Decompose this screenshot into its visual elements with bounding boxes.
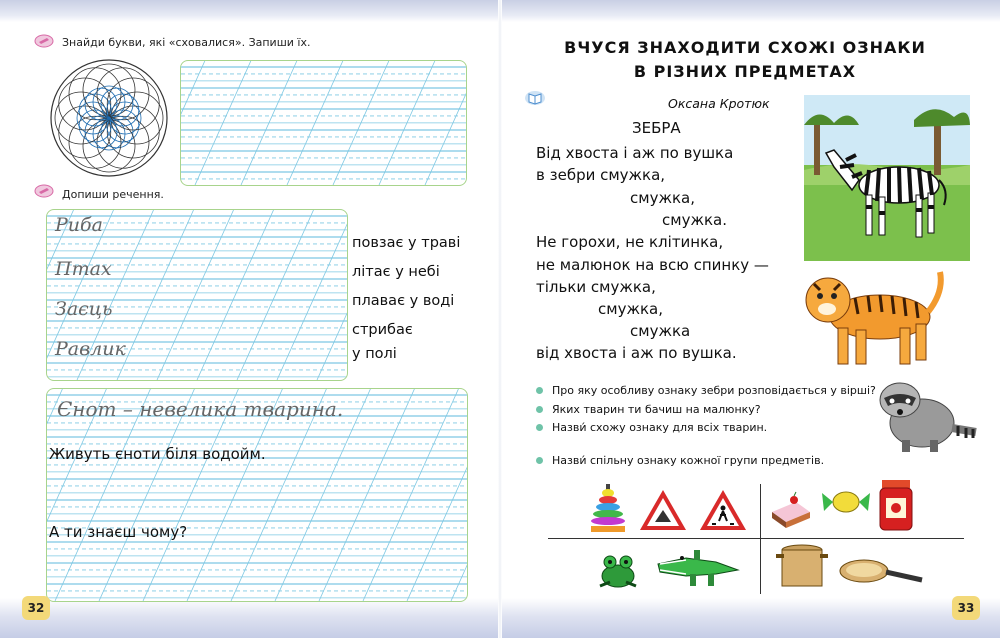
page-title-line-2: В РІЗНИХ ПРЕДМЕТАХ: [633, 62, 857, 81]
poem-title: ЗЕБРА: [632, 119, 681, 137]
zebra-picture: [804, 95, 970, 265]
poem-line: тільки смужка,: [536, 278, 656, 296]
poem-line: смужка,: [630, 189, 695, 207]
writing-box-sentences[interactable]: [46, 209, 348, 381]
handwritten-word: Равлик: [55, 338, 126, 360]
sentence-ending: стрибає: [352, 322, 413, 338]
book-spine: [498, 0, 502, 638]
grid-horizontal-line: [548, 538, 964, 539]
question: Назви́ схожу ознаку для всіх тварин.: [552, 421, 768, 434]
poem-line: смужка,: [598, 300, 663, 318]
bullet: [536, 457, 543, 464]
printed-sentence: Живуть єноти біля водойм.: [49, 445, 266, 463]
crocodile-icon: [656, 544, 740, 594]
task-1-instruction: Знайди букви, які «сховалися». Запиши їх.: [62, 36, 311, 49]
printed-sentence: А ти знаєш чому?: [49, 523, 188, 541]
page-title-line-1: ВЧУСЯ ЗНАХОДИТИ СХОЖІ ОЗНАКИ: [564, 38, 926, 57]
pencil-hand-icon: [34, 183, 54, 202]
grid-vertical-line: [760, 484, 761, 594]
handwritten-sentence: Єнот – невелика тварина.: [57, 397, 344, 421]
writing-box-letters[interactable]: [180, 60, 467, 186]
mandala-icon: [46, 56, 172, 184]
raccoon-picture: [872, 368, 978, 458]
task-2-instruction: Допиши речення.: [62, 188, 164, 201]
pyramid-toy-icon: [588, 482, 628, 538]
poem-line: не малюнок на всю спинку —: [536, 256, 769, 274]
writing-box-copy[interactable]: [46, 388, 468, 602]
bullet: [536, 424, 543, 431]
handwritten-word: Птах: [55, 258, 112, 280]
sentence-ending: повзає у траві: [352, 235, 461, 251]
warning-triangle-icon: [638, 488, 688, 536]
page-number-left: 32: [22, 596, 50, 620]
pedestrian-sign-icon: [698, 488, 748, 536]
handwritten-word: Заєць: [55, 298, 113, 320]
question: Про яку особливу ознаку зебри розповідається у вірші?: [552, 384, 876, 397]
question: Назви́ спільну ознаку кожної групи предметів.: [552, 454, 825, 467]
poem-line: смужка.: [662, 211, 727, 229]
candy-icon: [820, 488, 872, 520]
book-icon: [525, 90, 545, 110]
sentence-ending: літає у небі: [352, 264, 440, 280]
poem-line: від хвоста і аж по вушка.: [536, 344, 737, 362]
cake-icon: [768, 490, 814, 534]
sentence-ending: у полі: [352, 346, 397, 362]
handwritten-word: Риба: [55, 214, 103, 236]
frog-icon: [596, 552, 640, 596]
page-number-right: 33: [952, 596, 980, 620]
poem-line: Не горохи, не клітинка,: [536, 233, 724, 251]
bullet: [536, 406, 543, 413]
bullet: [536, 387, 543, 394]
author: Оксана Кротюк: [668, 96, 770, 111]
pencil-hand-icon: [34, 33, 54, 52]
sentence-ending: плаває у воді: [352, 293, 455, 309]
pan-icon: [838, 556, 924, 590]
pot-icon: [774, 542, 830, 594]
tiger-picture: [800, 262, 946, 374]
poem-line: Від хвоста і аж по вушка: [536, 144, 734, 162]
jam-jar-icon: [876, 478, 916, 536]
question: Яких тварин ти бачиш на малюнку?: [552, 403, 761, 416]
poem-line: в зебри смужка,: [536, 166, 666, 184]
poem-line: смужка: [630, 322, 691, 340]
